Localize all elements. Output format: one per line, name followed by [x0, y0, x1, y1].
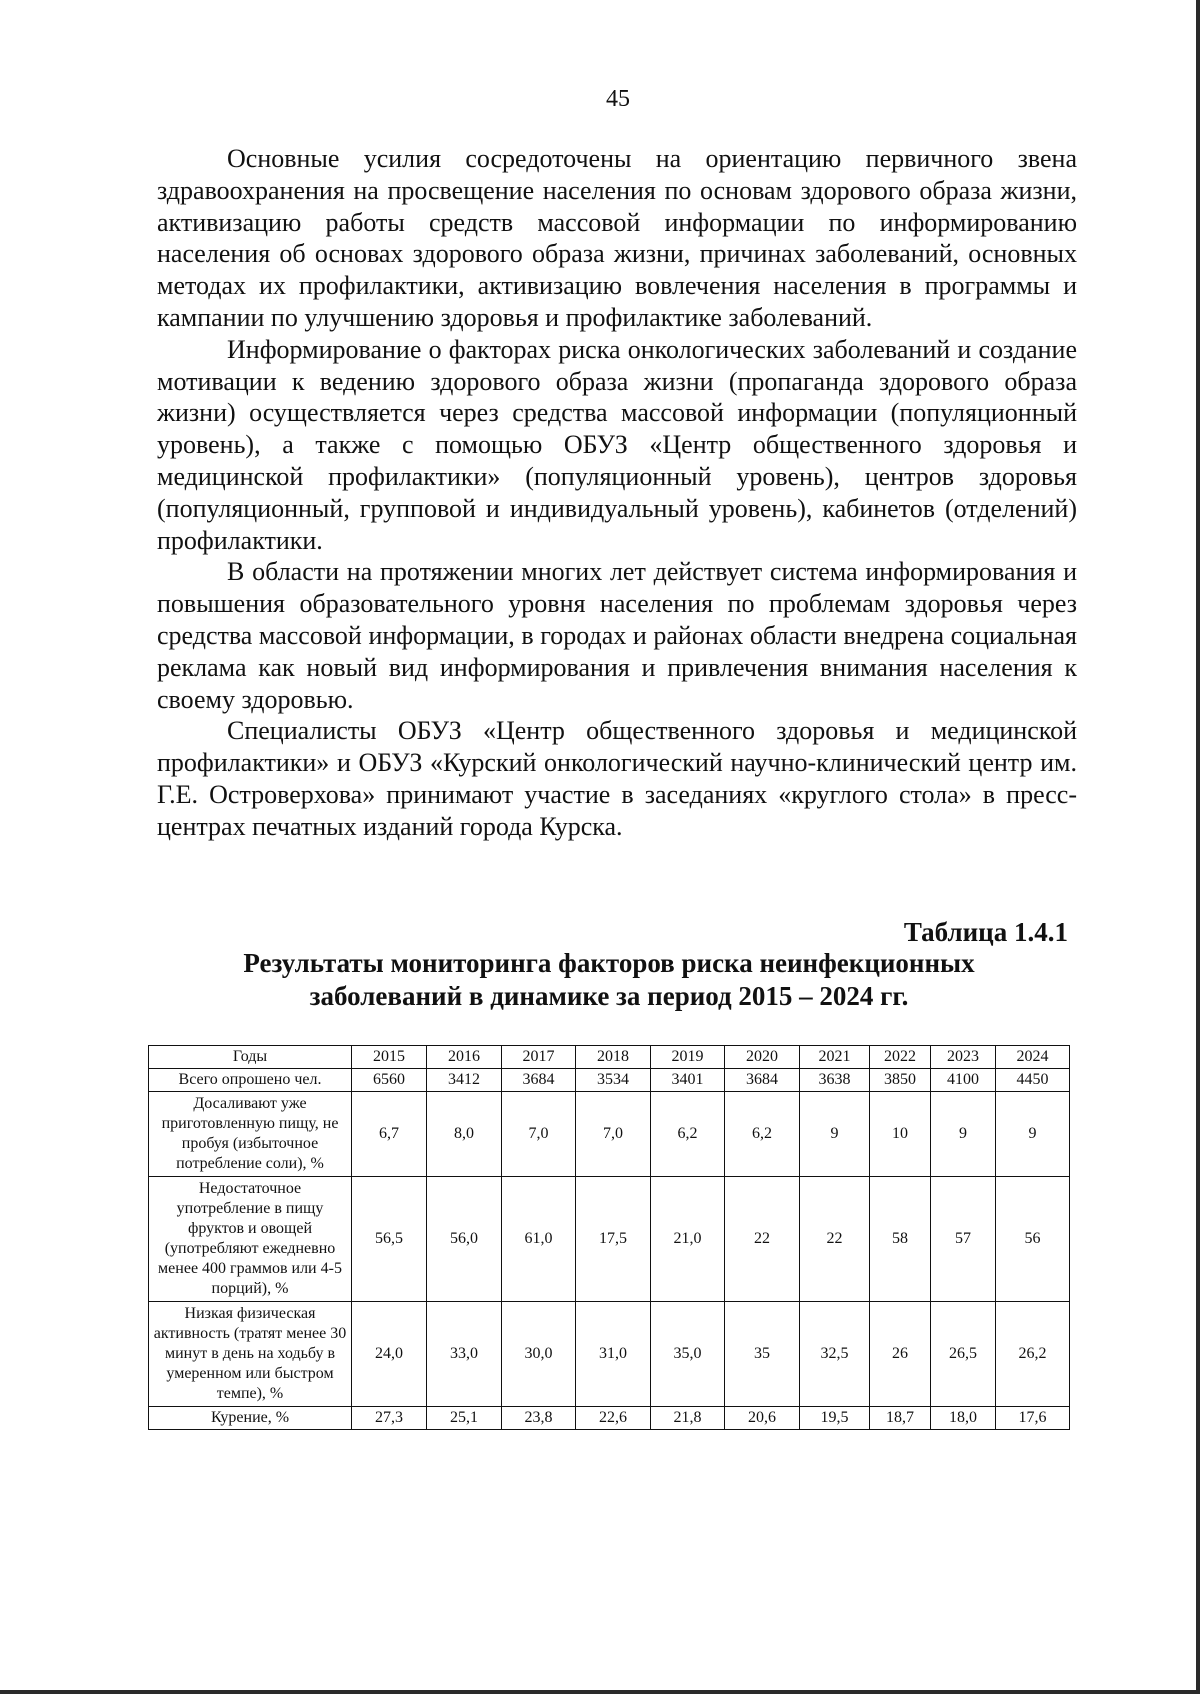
value-cell: 18,0	[931, 1407, 996, 1430]
value-cell: 17,6	[996, 1407, 1070, 1430]
value-cell: 3534	[576, 1069, 651, 1092]
value-cell: 26,2	[996, 1302, 1070, 1407]
value-cell: 7,0	[502, 1092, 576, 1177]
value-cell: 31,0	[576, 1302, 651, 1407]
value-cell: 24,0	[352, 1302, 427, 1407]
value-cell: 21,8	[651, 1407, 725, 1430]
value-cell: 3684	[502, 1069, 576, 1092]
value-cell: 26	[870, 1302, 931, 1407]
paragraph: Основные усилия сосредоточены на ориентацию первичного звена здравоохранения на просвещение населения по основам здорового образа жизни, активизацию работы средств массовой информации по информированию населения об основах здорового образа жизни, причинах заболеваний, основных методах их профилактики, активизацию вовлечения населения в программы и кампании по улучшению здоровья и профилактике заболеваний.	[157, 144, 1077, 332]
paragraph: Специалисты ОБУЗ «Центр общественного здоровья и медицинской профилактики» и ОБУЗ «Курский онкологический научно-клинический центр им. Г.Е. Островерхова» принимают участие в заседаниях «круглого стола» в пресс-центрах печатных изданий города Курска.	[157, 716, 1077, 841]
value-cell: 35	[725, 1302, 800, 1407]
value-cell: 56	[996, 1177, 1070, 1302]
value-cell: 26,5	[931, 1302, 996, 1407]
risk-factors-table	[148, 1045, 1070, 1430]
value-cell: 9	[996, 1092, 1070, 1177]
value-cell: 21,0	[651, 1177, 725, 1302]
value-cell: 35,0	[651, 1302, 725, 1407]
table-title: Результаты мониторинга факторов риска неинфекционных заболеваний в динамике за период 2015 – 2024 гг.	[243, 948, 975, 1011]
table-row	[149, 1092, 1070, 1177]
value-cell: 3684	[725, 1069, 800, 1092]
table-row	[149, 1302, 1070, 1407]
value-cell: 3850	[870, 1069, 931, 1092]
year-cell: 2020	[725, 1046, 800, 1069]
value-cell: 3638	[800, 1069, 870, 1092]
value-cell: 4450	[996, 1069, 1070, 1092]
value-cell: 56,0	[427, 1177, 502, 1302]
year-cell: 2024	[996, 1046, 1070, 1069]
paragraph: В области на протяжении многих лет действует система информирования и повышения образовательного уровня населения по проблемам здоровья через средства массовой информации, в городах и районах области внедрена социальная реклама как новый вид информирования и привлечения внимания населения к своему здоровью.	[157, 557, 1077, 714]
value-cell: 19,5	[800, 1407, 870, 1430]
value-cell: 9	[800, 1092, 870, 1177]
value-cell: 7,0	[576, 1092, 651, 1177]
value-cell: 22	[800, 1177, 870, 1302]
value-cell: 6,2	[651, 1092, 725, 1177]
row-label-cell: Недостаточное употребление в пищу фруктов и овощей (употребляют ежедневно менее 400 граммов или 4-5 порций), %	[149, 1177, 352, 1302]
year-cell: 2023	[931, 1046, 996, 1069]
value-cell: 9	[931, 1092, 996, 1177]
value-cell: 22	[725, 1177, 800, 1302]
body-text	[157, 143, 1077, 843]
year-cell: 2015	[352, 1046, 427, 1069]
value-cell: 10	[870, 1092, 931, 1177]
year-cell: 2018	[576, 1046, 651, 1069]
value-cell: 56,5	[352, 1177, 427, 1302]
value-cell: 32,5	[800, 1302, 870, 1407]
value-cell: 18,7	[870, 1407, 931, 1430]
value-cell: 33,0	[427, 1302, 502, 1407]
table-row	[149, 1407, 1070, 1430]
value-cell: 3412	[427, 1069, 502, 1092]
year-cell: 2016	[427, 1046, 502, 1069]
row-label-cell: Курение, %	[149, 1407, 352, 1430]
value-cell: 4100	[931, 1069, 996, 1092]
value-cell: 23,8	[502, 1407, 576, 1430]
value-cell: 27,3	[352, 1407, 427, 1430]
year-cell: 2017	[502, 1046, 576, 1069]
paragraph: Информирование о факторах риска онкологических заболеваний и создание мотивации к ведению здорового образа жизни (пропаганда здорового образа жизни) осуществляется через средства массовой информации (популяционный уровень), а также с помощью ОБУЗ «Центр общественного здоровья и медицинской профилактики» (популяционный уровень), центров здоровья (популяционный, групповой и индивидуальный уровень), кабинетов (отделений) профилактики.	[157, 334, 1077, 555]
value-cell: 58	[870, 1177, 931, 1302]
row-label-cell: Досаливают уже приготовленную пищу, не пробуя (избыточное потребление соли), %	[149, 1092, 352, 1177]
year-cell: 2022	[870, 1046, 931, 1069]
table-label: Таблица 1.4.1	[903, 917, 1068, 947]
value-cell: 6,2	[725, 1092, 800, 1177]
table-row	[149, 1069, 1070, 1092]
value-cell: 6,7	[352, 1092, 427, 1177]
year-cell: 2019	[651, 1046, 725, 1069]
value-cell: 25,1	[427, 1407, 502, 1430]
row-label-cell: Всего опрошено чел.	[149, 1069, 352, 1092]
value-cell: 17,5	[576, 1177, 651, 1302]
value-cell: 8,0	[427, 1092, 502, 1177]
value-cell: 6560	[352, 1069, 427, 1092]
value-cell: 3401	[651, 1069, 725, 1092]
value-cell: 57	[931, 1177, 996, 1302]
header-label-cell: Годы	[149, 1046, 352, 1069]
table-header-row	[149, 1046, 1070, 1069]
row-label-cell: Низкая физическая активность (тратят менее 30 минут в день на ходьбу в умеренном или быстром темпе), %	[149, 1302, 352, 1407]
table-row	[149, 1177, 1070, 1302]
value-cell: 61,0	[502, 1177, 576, 1302]
year-cell: 2021	[800, 1046, 870, 1069]
value-cell: 20,6	[725, 1407, 800, 1430]
value-cell: 30,0	[502, 1302, 576, 1407]
value-cell: 22,6	[576, 1407, 651, 1430]
page-number: 45	[606, 86, 630, 112]
